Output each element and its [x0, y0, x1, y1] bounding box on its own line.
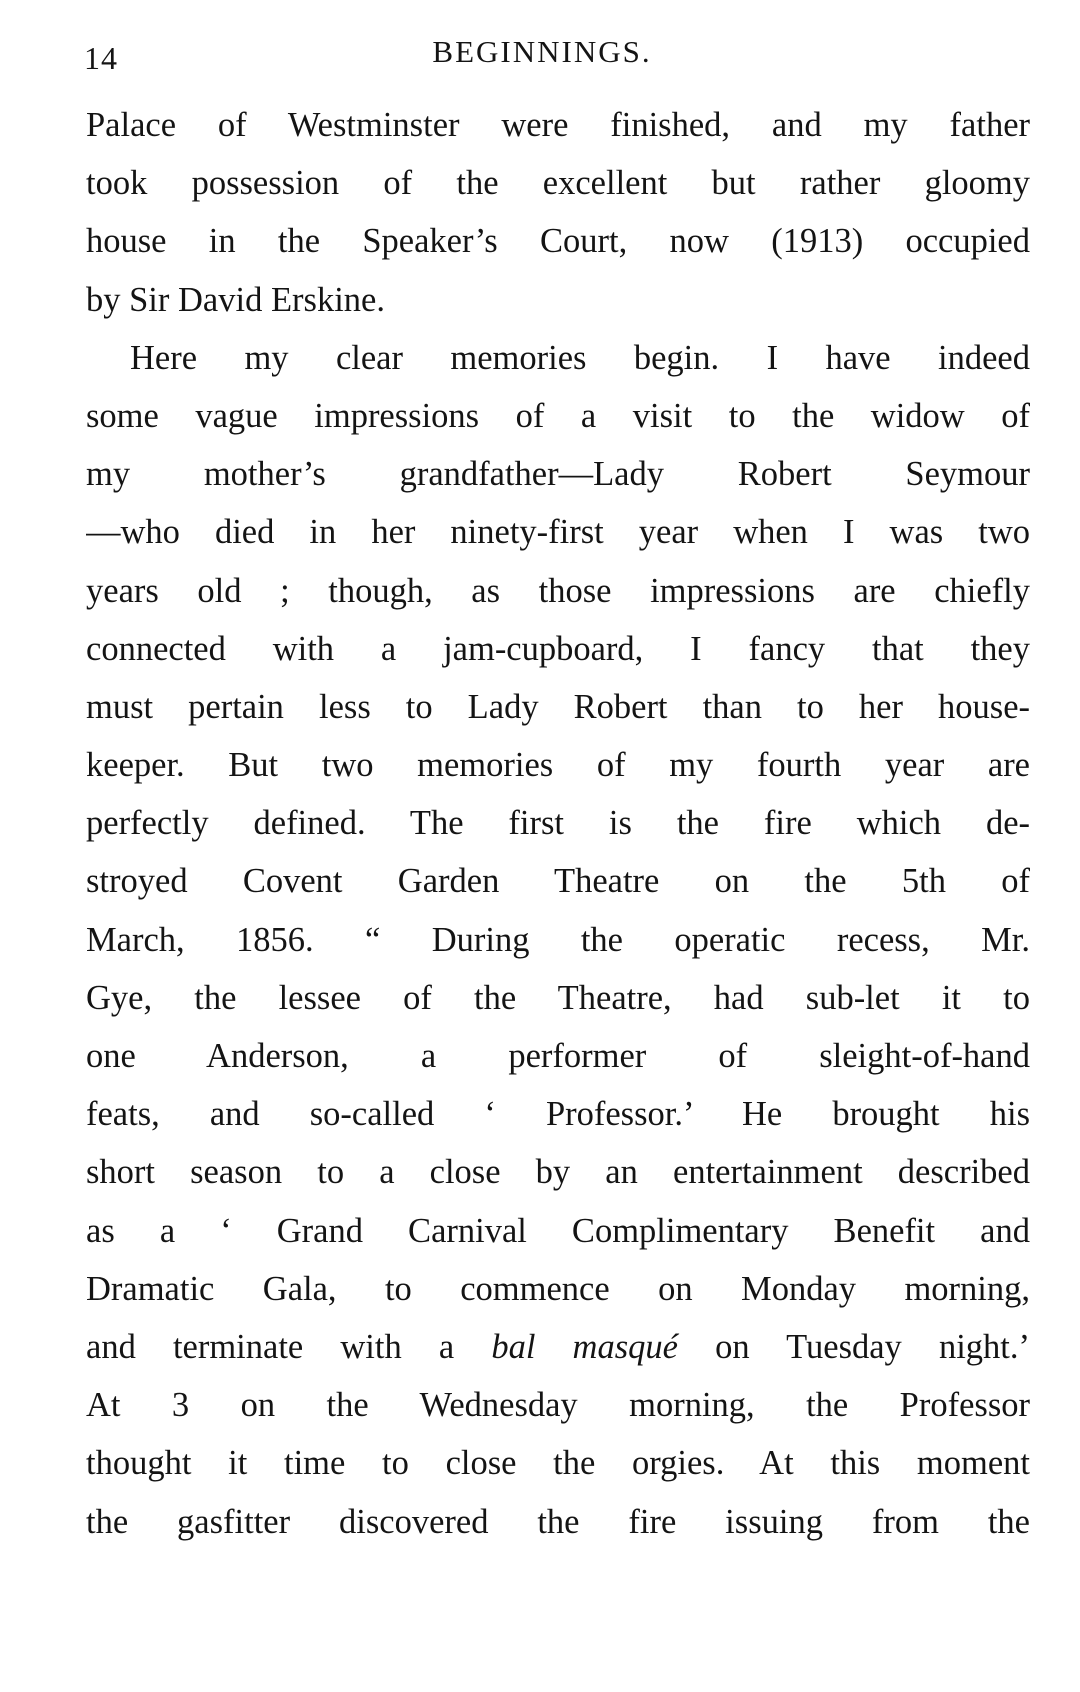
text-line: connected with a jam-cupboard, I fancy that they [86, 629, 1030, 668]
text-line: Gye, the lessee of the Theatre, had sub-let it to [86, 978, 1030, 1017]
text-line: At 3 on the Wednesday morning, the Professor [86, 1386, 1030, 1425]
text-line: the gasfitter discovered the fire issuing from the [86, 1502, 1030, 1541]
text-line-with-italic [86, 1318, 1030, 1376]
running-title: BEGINNINGS. [432, 34, 652, 69]
text-segment: and terminate with a [86, 1327, 492, 1366]
text-line: Palace of Westminster were finished, and my father [86, 106, 1030, 144]
page-header [84, 34, 1000, 84]
text-line: thought it time to close the orgies. At this moment [86, 1444, 1030, 1483]
text-line: stroyed Covent Garden Theatre on the 5th of [86, 862, 1030, 901]
text-line: perfectly defined. The first is the fire which de- [86, 804, 1030, 843]
page-number: 14 [84, 40, 118, 76]
text-line: must pertain less to Lady Robert than to her house- [86, 687, 1030, 726]
text-segment: on Tuesday night.’ [677, 1327, 1030, 1366]
text-line: —who died in her ninety-first year when I was two [86, 513, 1030, 552]
text-line: years old ; though, as those impressions are chiefly [86, 571, 1030, 610]
body-text [86, 96, 1030, 1551]
text-line: March, 1856. “ During the operatic recess, Mr. [86, 920, 1030, 959]
text-line: as a ‘ Grand Carnival Complimentary Benefit and [86, 1211, 1030, 1250]
text-line: one Anderson, a performer of sleight-of-hand [86, 1037, 1030, 1075]
text-line: Here my clear memories begin. I have indeed [130, 338, 1030, 377]
text-line: some vague impressions of a visit to the widow of [86, 396, 1030, 435]
text-line: house in the Speaker’s Court, now (1913) occupied [86, 222, 1030, 261]
text-line: my mother’s grandfather—Lady Robert Seymour [86, 455, 1030, 494]
text-line: took possession of the excellent but rather gloomy [86, 164, 1030, 203]
text-line: keeper. But two memories of my fourth year are [86, 746, 1030, 785]
text-line: by Sir David Erskine. [86, 280, 385, 319]
text-line: short season to a close by an entertainment described [86, 1153, 1030, 1192]
text-line: feats, and so-called ‘ Professor.’ He brought his [86, 1095, 1030, 1134]
italic-phrase: bal masqué [491, 1327, 678, 1366]
text-line: Dramatic Gala, to commence on Monday morning, [86, 1269, 1030, 1308]
